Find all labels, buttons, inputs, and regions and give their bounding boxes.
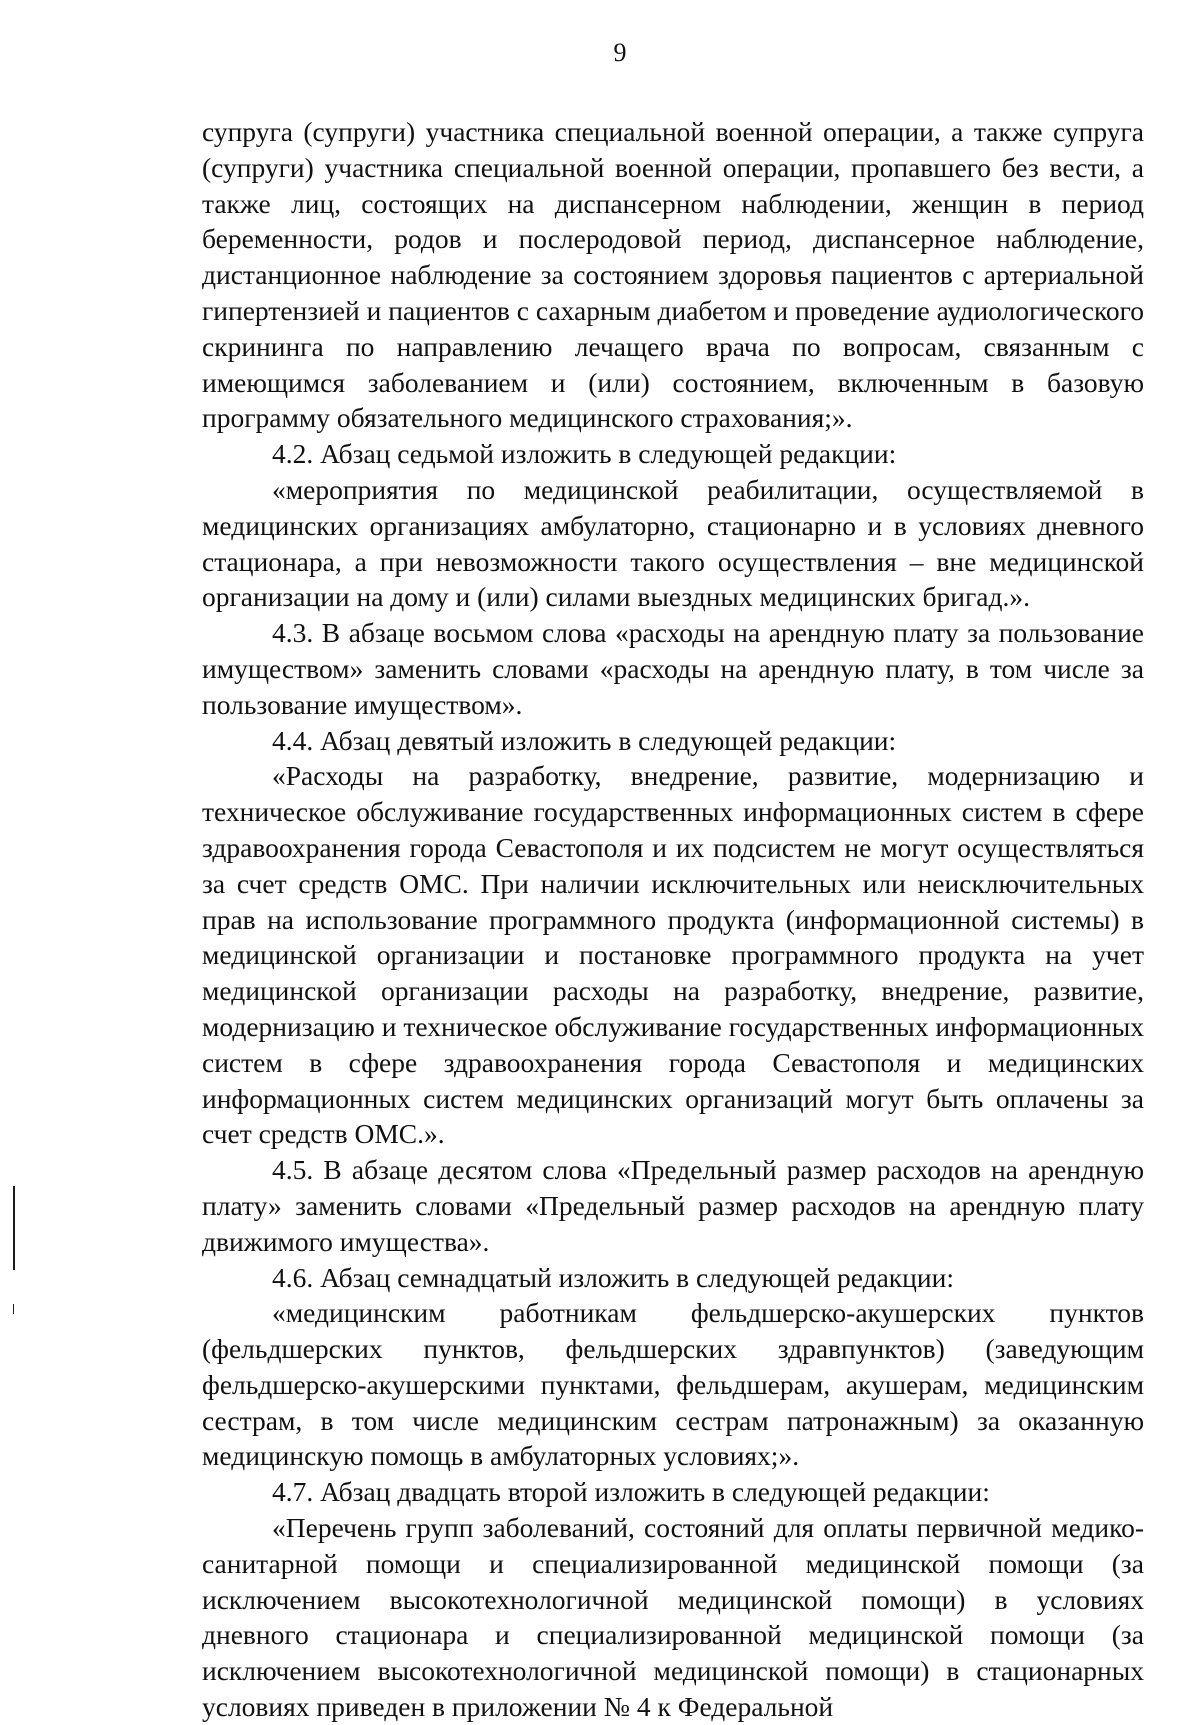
paragraph-continuation: супруга (супруги) участника специальной военной операции, а также супруга (супруги) участника специальной военной операции, пропавшего без вести, а также лиц, состоящих на диспансерном наблюдении, женщин в период беременности, родов и послеродовой период, диспансерное наблюдение, дистанционное наблюдение за состоянием здоровья пациентов с артериальной гипертензией и пациентов с сахарным диабетом и проведение аудиологического скрининга по направлению лечащего врача по вопросам, связанным с имеющимся заболеванием и (или) состоянием, включенным в базовую программу обязательного медицинского страхования;». xyxy=(202,116,1144,434)
margin-line-mark xyxy=(13,1186,15,1270)
paragraph-item-4-7: 4.7. Абзац двадцать второй изложить в следующей редакции: xyxy=(272,1476,990,1508)
paragraph-quote-4-2: «мероприятия по медицинской реабилитации, осуществляемой в медицинских организациях амбулаторно, стационарно и в условиях дневного стационара, а при невозможности такого осуществления – вне медицинской организации на дому и (или) силами выездных медицинских бригад.». xyxy=(202,473,1144,613)
paragraph-quote-4-6: «медицинским работникам фельдшерско-акушерских пунктов (фельдшерских пунктов, фельдшерских здравпунктов) (заведующим фельдшерско-акушерскими пунктами, фельдшерам, акушерам, медицинским сестрам, в том числе медицинским сестрам патронажным) за оказанную медицинскую помощь в амбулаторных условиях;». xyxy=(202,1297,1144,1472)
paragraph-item-4-2: 4.2. Абзац седьмой изложить в следующей редакции: xyxy=(272,438,897,470)
paragraph-item-4-6: 4.6. Абзац семнадцатый изложить в следующей редакции: xyxy=(272,1261,954,1293)
paragraph-item-4-3: 4.3. В абзаце восьмом слова «расходы на арендную плату за пользование имуществом» заменить словами «расходы на арендную плату, в том числе за пользование имуществом». xyxy=(202,617,1144,720)
document-body xyxy=(202,114,1144,1725)
paragraph-quote-4-4: «Расходы на разработку, внедрение, развитие, модернизацию и техническое обслуживание государственных информационных систем в сфере здравоохранения города Севастополя и их подсистем не могут осуществляться за счет средств ОМС. При наличии исключительных или неисключительных прав на использование программного продукта (информационной системы) в медицинской организации и постановке программного продукта на учет медицинской организации расходы на разработку, внедрение, развитие, модернизацию и техническое обслуживание государственных информационных систем в сфере здравоохранения города Севастополя и медицинских информационных систем медицинских организаций могут быть оплачены за счет средств ОМС.». xyxy=(202,760,1144,1150)
paragraph-item-4-4: 4.4. Абзац девятый изложить в следующей редакции: xyxy=(272,724,897,756)
page-number: 9 xyxy=(613,38,627,67)
margin-dot-mark xyxy=(13,1304,14,1314)
paragraph-quote-4-7: «Перечень групп заболеваний, состояний для оплаты первичной медико-санитарной помощи и специализированной медицинской помощи (за исключением высокотехнологичной медицинской помощи) в условиях дневного стационара и специализированной медицинской помощи (за исключением высокотехнологичной медицинской помощи) в стационарных условиях приведен в приложении № 4 к Федеральной xyxy=(202,1512,1144,1723)
paragraph-item-4-5: 4.5. В абзаце десятом слова «Предельный размер расходов на арендную плату» заменить словами «Предельный размер расходов на арендную плату движимого имущества». xyxy=(202,1154,1144,1257)
